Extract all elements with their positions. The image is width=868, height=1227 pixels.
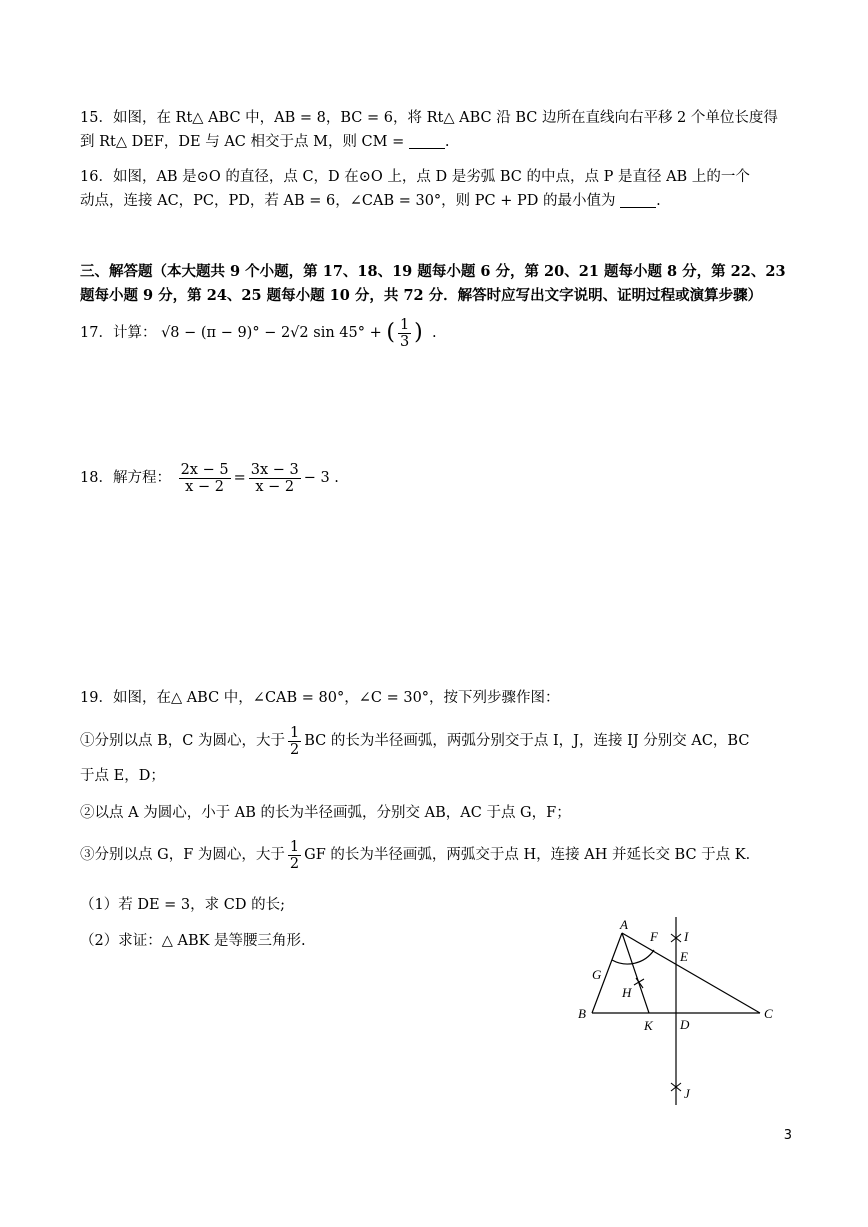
q17-frac-num: 1 [399,316,410,333]
label-e: E [680,949,688,964]
q15-answer-blank [409,134,445,149]
label-c: C [764,1006,773,1021]
label-b: B [578,1006,586,1021]
segment-ak [622,933,649,1013]
q17-prefix: 17．计算： [80,325,157,341]
q16-line2 [80,191,661,211]
q17-expression: √8 − (π − 9)° − 2√2 sin 45° + [161,325,387,341]
q18-tail: − 3 . [303,470,339,486]
q18-lhs-fraction [179,462,231,495]
q16-answer-blank [620,193,656,208]
q19-step1-fraction [288,725,301,758]
label-k: K [644,1018,653,1033]
q19-step3-a: ③分别以点 G，F 为圆心，大于 [80,847,285,863]
q19-step1-frac-num: 1 [289,724,300,741]
q19-step1 [80,724,749,758]
q16-line2-end: . [656,193,661,209]
q19-step2: ②以点 A 为圆心，小于 AB 的长为半径画弧，分别交 AB，AC 于点 G，F； [80,805,571,821]
q19-step3-frac-num: 1 [289,838,300,855]
page-number: 3 [783,1128,792,1143]
q17-fraction [398,317,411,350]
q15-line1: 15．如图，在 Rt△ ABC 中，AB = 8，BC = 6，将 Rt△ ABC 沿 BC 边所在直线向右平移 2 个单位长度得 [80,110,778,126]
q19-part1: （1）若 DE = 3，求 CD 的长; [80,897,285,913]
q18-rhs-den: x − 2 [255,478,295,495]
label-f: F [650,929,658,944]
q16-line2-text: 动点，连接 AC，PC，PD，若 AB = 6，∠CAB = 30°，则 PC + PD 的最小值为 [80,193,616,209]
q19-step1-c: 于点 E，D； [80,768,165,784]
label-i: I [684,929,689,944]
q17-frac-den: 3 [399,333,410,350]
q17-suffix: . [431,325,437,341]
q19-step3-fraction [288,839,301,872]
section3-line1: 三、解答题（本大题共 9 个小题，第 17、18、19 题每小题 6 分，第 20、21 题每小题 8 分，第 22、23 [80,263,786,280]
q19-figure [570,915,790,1115]
q18-lhs-den: x − 2 [185,478,224,495]
q16-line1: 16．如图，AB 是⊙O 的直径，点 C，D 在⊙O 上，点 D 是劣弧 BC 的中点，点 P 是直径 AB 上的一个 [80,169,750,185]
q19-part2: （2）求证：△ ABK 是等腰三角形. [80,933,306,949]
q18-rhs-fraction [249,462,301,495]
q17: 17．计算： √8 − (π − 9)° − 2√2 sin 45° + ( $\frac{1}{3}$ ) . [80,316,437,350]
label-j: J [684,1086,690,1101]
q19-step3 [80,838,760,872]
segment-ac [622,933,760,1013]
label-g: G [592,967,602,982]
q18-prefix: 18．解方程： [80,470,171,486]
q18-equals: = [233,470,246,486]
q15-line2-end: . [444,134,450,150]
q15-line2-text: 到 Rt△ DEF，DE 与 AC 相交于点 M，则 CM = [80,134,405,150]
arc-gf [612,950,654,964]
q18-rhs-num: 3x − 3 [250,461,299,478]
q15-line2 [80,132,449,152]
q19-step1-a: ①分别以点 B，C 为圆心，大于 [80,733,285,749]
q19-step3-frac-den: 2 [289,855,300,872]
section3-line2: 题每小题 9 分，第 24、25 题每小题 10 分，共 72 分．解答时应写出文字说明、证明过程或演算步骤） [80,287,763,304]
label-d: D [680,1017,690,1032]
q19-intro: 19．如图，在△ ABC 中，∠CAB = 80°，∠C = 30°，按下列步骤作图： [80,690,560,706]
label-a: A [620,917,628,932]
arc-h-mark [634,978,644,988]
q19-step1-frac-den: 2 [289,741,300,758]
q18 [80,460,339,496]
q18-lhs-num: 2x − 5 [180,461,229,478]
label-h: H [622,985,632,1000]
q19-step1-b: BC 的长为半径画弧，两弧分别交于点 I，J，连接 IJ 分别交 AC，BC [304,733,750,749]
q19-step3-b: GF 的长为半径画弧，两弧交于点 H，连接 AH 并延长交 BC 于点 K． [304,847,761,863]
